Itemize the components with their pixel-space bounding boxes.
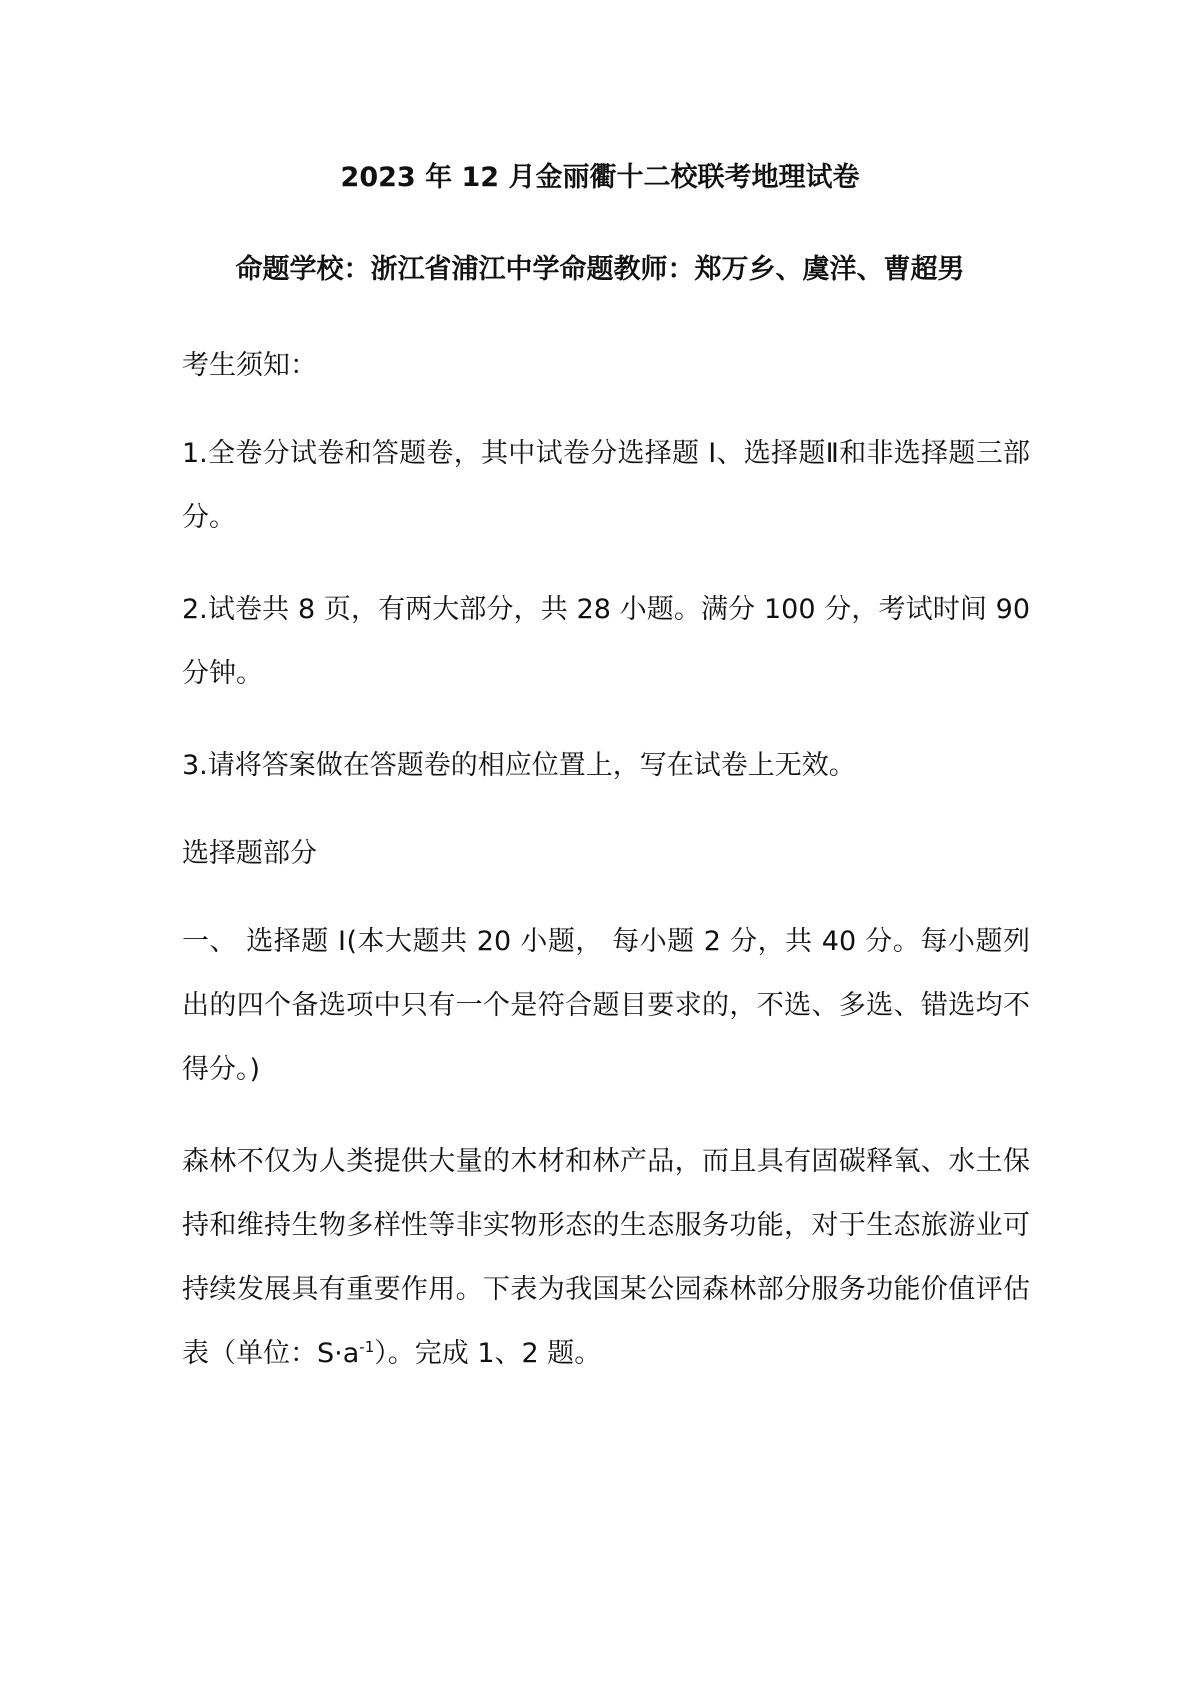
forest-passage-text: 森林不仅为人类提供大量的木材和林产品，而且具有固碳释氧、水土保持和维持生物多样性等非实物形态的生态服务功能，对于生态旅游业可持续发展具有重要作用。下表为我国某公园森林部分服务功能价值评估表（单位：S·a	[182, 1146, 1030, 1369]
forest-passage	[182, 1130, 1030, 1386]
unit-superscript: -1	[359, 1338, 375, 1356]
exam-author-line: 命题学校：浙江省浦江中学命题教师：郑万乡、虞洋、曹超男	[235, 254, 965, 285]
notice-item-2: 2.试卷共 8 页，有两大部分，共 28 小题。满分 100 分，考试时间 90 分钟。	[182, 594, 1030, 689]
exam-title: 2023 年 12 月金丽衢十二校联考地理试卷	[340, 162, 860, 193]
notice-item-1: 1.全卷分试卷和答题卷，其中试卷分选择题 Ⅰ、选择题Ⅱ和非选择题三部分。	[182, 438, 1030, 533]
notice-heading: 考生须知：	[182, 350, 317, 381]
section-heading: 选择题部分	[182, 838, 317, 869]
notice-item-3: 3.请将答案做在答题卷的相应位置上，写在试卷上无效。	[182, 750, 856, 781]
part1-instructions: 一、 选择题 Ⅰ(本大题共 20 小题， 每小题 2 分，共 40 分。每小题列出的四个备选项中只有一个是符合题目要求的，不选、多选、错选均不得分。)	[182, 926, 1030, 1085]
forest-passage-tail: ）。完成 1、2 题。	[374, 1338, 602, 1369]
